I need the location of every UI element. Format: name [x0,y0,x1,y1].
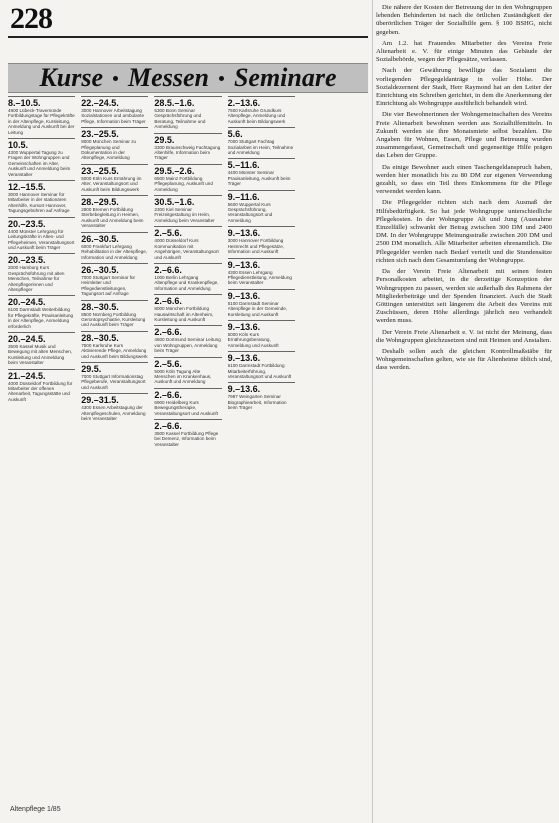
event-date: 22.–24.5. [81,98,119,108]
article-paragraph: Deshalb sollen auch die gleichen Kontrollmaßstäbe für Wohngemeinschaften gelten, wie sie für Altenheime üblich sind, dass werden. [376,347,552,372]
event-details: 6100 Darmstadt Seminar Altenpflege in der Gemeinde, Kursleitung und Auskunft [227,300,288,317]
article-paragraph: Am 1.2. hat Frauendes Mitarbeiter des Vereins Freie Altenarbeit e. V. für einige Minuten das Gebäude der Sozialbehörde, wegen der Pflegesätze, verlassen. [376,39,552,64]
event-date: 21.–24.5. [8,370,46,381]
event-entry [154,96,221,130]
event-date: 26.–30.5. [81,233,119,244]
event-date: 28.5.–1.6. [154,98,195,108]
event-entry [81,232,148,260]
article-text [376,4,552,794]
event-entry [81,263,148,297]
article-paragraph: Da einige Bewohner auch einen Taschengeldanspruch haben, werden hier monatlich bis zu 80 DM zur eigenen Verwendung gezahlt, so dass ein Teil ihres Einkommens für die Pflege verwendet werden kann. [376,163,552,196]
column-divider [372,0,373,823]
event-date: 2.–6.6. [154,327,182,338]
event-entry [154,164,221,192]
event-listing-grid [8,96,368,796]
event-details: 6100 Darmstadt Fortbildung Mitarbeiterführung, Veranstaltungsort und Auskunft [227,363,292,379]
section-banner [8,63,368,93]
event-details: 5600 Wuppertal Kurs Gesprächsführung, Veranstaltungsort und Anmeldung [227,201,273,223]
listing-column [154,96,221,796]
article-paragraph: Die vier Bewohnerinnen der Wohngemeinschaften des Vereins Freie Altenarbeit bewohnen werden aus Sozialhilfemitteln. In Zukunft werden sie ihre Monatsmiete selbst bezahlen. Die Angaben für Wohnen, Essen, Pflege und Betreuung wurden zusammengefasst, Gemeinschaft und gegenseitige Hilfe prägen das Leben der Gruppe. [376,111,552,160]
event-entry [154,325,221,353]
event-details: 8000 München Fortbildung Hauswirtschaft im Altenheim, Kursleitung und Auskunft [154,306,214,322]
event-details: 1000 Berlin Lehrgang Altenpflege und Krankenpflege, Information und Anmeldung [154,274,219,291]
event-details: 7987 Weingarten Seminar Biographiearbeit, Information beim Träger [227,394,287,411]
event-entry [228,226,295,254]
event-entry [81,362,148,390]
event-entry [154,133,221,161]
event-entry [228,320,295,348]
event-date: 20.–23.5. [8,255,46,266]
event-date: 20.–23.5. [8,218,46,229]
event-date: 23.–25.5. [81,165,119,176]
event-date: 2.–6.6. [154,389,182,400]
article-paragraph: Nach der Gewährung bewilligte das Sozialamt die vorliegenden Pflegegeldanträge in voller Höhe. Der Sozialdezernent der Stadt, Herr Raymond hat an den Leiter der Einrichtung ein Schreiben gerichtet, in dem die Anerkennung der Einrichtung als Wohngruppe ausführlich behandelt wird. [376,67,552,108]
event-details: 7000 Stuttgart Informationstag Pflegeberufe, Veranstaltungsort und Auskunft [81,373,146,390]
event-details: 3300 Braunschweig Fachtagung Altenhilfe, Information beim Träger [154,144,221,161]
event-date: 5.–11.6. [227,160,260,171]
article-paragraph: Da der Verein Freie Altenarbeit mit seinen festen Personalkosten arbeitet, in die derzeitige Konzeption der Wohngruppen zu passen, werden sie außerhalb des Rahmens der Mitgliederbeiträge und der Spenden finanziert. Auch die Stadt Göttingen unterstützt seit längerem die Arbeit des Vereins mit Zuschüssen, deren Höhe allerdings jährlich neu verhandelt werden muss. [376,268,552,325]
event-details: 4000 Düsseldorf Kurs Kommunikation mit Angehörigen, Veranstaltungsort und Auskunft [154,238,219,260]
event-date: 2.–5.6. [154,358,182,369]
event-entry [81,127,148,161]
event-details: 5000 Köln Tagung Alte Menschen im Krankenhaus, Auskunft und Anmeldung [154,368,212,385]
event-details: 8000 München Seminar zu Pflegeplanung und Dokumentation in der Altenpflege, Anmeldung [81,139,137,161]
banner-word-kurse: Kurse [39,63,104,92]
event-date: 12.–15.5. [8,182,46,193]
event-date: 20.–24.5. [8,297,46,308]
event-details: 4400 Münster Seminar Praxisanleitung, Auskunft beim Träger [227,170,291,187]
event-entry [154,226,221,260]
event-entry [81,195,148,229]
banner-separator-dot [219,76,224,81]
event-details: 5000 Köln Kurs Ernährungsberatung, Anmeldung und Auskunft [227,331,279,348]
event-date: 9.–13.6. [227,259,261,270]
event-details: 2000 Hamburg Kurs Gesprächsführung mit alten Menschen, Teilnahme für Altenpflegerinnen und Altenpfleger [8,265,65,292]
listing-column [8,96,75,796]
event-details: 6900 Heidelberg Kurs Bewegungstherapie, Veranstaltungsort und Auskunft [154,399,218,416]
event-date: 29.5.–2.6. [154,165,195,176]
event-date: 9.–13.6. [227,321,261,332]
event-date: 29.–31.5. [81,395,119,406]
event-details: 6100 Darmstadt Weiterbildung für Pflegekräfte, Praxisanleitung in der Altenpflege, Anmeldung erforderlich [8,307,74,329]
event-date: 28.–30.5. [81,332,119,343]
event-date: 28.–30.5. [81,301,119,312]
event-entry [81,300,148,328]
event-date: 9.–13.6. [227,384,261,395]
event-entry [228,351,295,379]
event-entry [228,127,295,155]
event-entry [8,369,75,403]
article-paragraph: Der Verein Freie Altenarbeit e. V. ist nicht der Meinung, dass die Wohngruppen gleichzusetzen sind mit Heimen und Anstalten. [376,328,552,344]
event-details: 2300 Kiel Seminar Freizeitgestaltung im Heim, Anmeldung beim Veranstalter [154,207,215,223]
event-date: 2.–5.6. [154,228,182,239]
page-footer: Altenpflege 1/85 [10,806,61,813]
event-details: 4000 Düsseldorf Fortbildung für Mitarbeiter der offenen Altenarbeit, Tagungsstätte und Auskunft [8,380,73,402]
event-details: 3000 Hannover Fortbildung Heimrecht und Pflegesätze, Information und Auskunft [227,238,285,255]
event-details: 4300 Essen Lehrgang Pflegedienstleitung, Anmeldung beim Veranstalter [227,269,292,286]
event-details: 6500 Mainz Fortbildung Pflegeplanung, Auskunft und Anmeldung [154,175,213,192]
event-details: 4300 Wuppertal Tagung zu Fragen der Wohngruppen und Gemeinschaften im Alter, Auskunft und Anmeldung beim Veranstalter [8,150,71,177]
listing-column [228,96,295,796]
event-entry [228,96,295,124]
event-date: 28.–29.5. [81,197,119,208]
event-details: 4300 Essen Arbeitstagung der Altenpflegeschulen, Anmeldung beim Veranstalter [81,405,146,421]
event-details: 3500 Kassel Musik und Bewegung mit alten Menschen, Kursleitung und Anmeldung beim Veranstalter [8,343,73,366]
event-details: 7000 Stuttgart Fachtag Sozialarbeit im Heim, Teilnahme und Anmeldung [227,139,294,156]
page-number: 228 [10,2,52,35]
banner-word-messen: Messen [128,63,209,92]
event-date: 8.–10.5. [8,98,41,108]
event-details: 5000 Köln Kurs Ernährung im Alter, Veranstaltungsort und Auskunft beim Bildungswerk [81,175,142,192]
event-date: 9.–13.6. [227,353,261,364]
banner-word-seminare: Seminare [233,63,337,92]
event-entry [8,96,75,135]
header-rule [8,36,368,38]
event-entry [8,295,75,329]
event-entry [8,217,75,251]
event-details: 5300 Bonn Seminar Gesprächsführung und Beratung, Teilnahme und Anmeldung [154,108,206,130]
event-entry [81,331,148,359]
event-details: 7500 Karlsruhe Grundkurs Altenpflege, Anmeldung und Auskunft beim Bildungswerk [227,108,286,124]
event-entry [228,190,295,224]
event-entry [154,419,221,447]
event-details: 2800 Bremen Fortbildung Sterbebegleitung in Heimen, Auskunft und Anmeldung beim Veranstalter [81,207,144,229]
event-date: 29.5. [81,363,102,374]
listing-column [301,96,368,796]
event-entry [228,382,295,410]
event-details: 4600 Dortmund Seminar Leitung von Wohngruppen, Anmeldung beim Träger [154,337,221,354]
article-paragraph: Die Pflegegelder richten sich nach dem Ausmaß der Hilfsbedürftigkeit. So hat jede Wohngruppe unterschiedliche Pflegekosten. In der Wohngruppe Alt und Jung (Ausnahme Einzelfälle) schwankt der Betrag zwischen 300 DM und 2400 DM. In der Wohngruppe Meinungsstraße zwischen 200 DM und 2500 DM monatlich. Alle Mitarbeiter arbeiten ehrenamtlich. Die Pflegegelder werden nach Bedarf verteilt und die Stundensätze richten sich nach dem Gesamtumfang der Wohngruppe. [376,199,552,264]
event-entry [154,263,221,291]
listing-column [81,96,148,796]
event-entry [228,158,295,186]
event-date: 2.–6.6. [154,421,182,431]
event-date: 2.–6.6. [154,296,182,307]
event-entry [154,294,221,322]
event-date: 9.–11.6. [227,191,260,202]
event-entry [154,388,221,416]
event-entry [228,289,295,317]
event-date: 26.–30.5. [81,264,119,275]
event-details: 3000 Hannover Seminar für Mitarbeiter in der stationären Altenhilfe, Kursort Hannover, Tagungsgebühren auf Anfrage [8,192,70,214]
event-entry [8,253,75,292]
event-details: 6000 Frankfurt Lehrgang Rehabilitation in der Altenpflege, Information und Anmeldung [81,243,148,260]
event-entry [154,195,221,223]
event-entry [8,138,75,177]
article-paragraph: Die nähere der Kosten der Betreuung der in den Wohngruppen lebenden Behinderten ist nach die örtlichen Zuständigkeit der überörtlichen Träger der Sozialhilfe gem. § 100 BSHG, nicht gegeben. [376,4,552,36]
event-details: 7000 Stuttgart Seminar für Heimleiter und Pflegedienstleitungen, Tagungsort auf Anfrage [81,274,136,297]
event-details: 7500 Karlsruhe Kurs Aktivierende Pflege, Anmeldung und Auskunft beim Bildungswerk [81,342,148,359]
event-details: 8500 Nürnberg Fortbildung Gerontopsychiatrie, Kursleitung und Auskunft beim Träger [81,311,146,328]
event-date: 9.–13.6. [227,228,261,239]
event-date: 10.5. [8,140,29,151]
event-entry [81,164,148,192]
event-date: 30.5.–1.6. [154,197,195,208]
event-entry [81,393,148,421]
event-details: 3500 Kassel Fortbildung Pflege bei Demenz, Information beim Veranstalter [154,431,219,447]
event-date: 20.–24.5. [8,333,46,344]
event-date: 23.–25.5. [81,129,119,140]
event-details: 4400 Münster Lehrgang für Leitungskräfte in Alten- und Pflegeheimen, Veranstaltungsort und Auskunft beim Träger [8,228,75,250]
event-date: 9.–13.6. [227,290,261,301]
event-entry [8,180,75,214]
event-entry [154,357,221,385]
event-entry [228,258,295,286]
event-date: 5.6. [227,129,243,140]
banner-separator-dot [113,76,118,81]
event-details: 3000 Hannover Arbeitstagung Sozialstationen und ambulante Pflege, Information beim Träger [81,108,146,124]
event-date: 29.5. [154,134,175,145]
event-date: 2.–13.6. [227,98,261,108]
event-date: 2.–6.6. [154,264,182,275]
event-entry [81,96,148,124]
event-entry [8,332,75,366]
event-details: 4900 Lübeck-Travemünde Fortbildungstage für Pflegekräfte in der Altenpflege, Kursleitung, Anmeldung und Auskunft bei der Leitung [8,108,75,135]
